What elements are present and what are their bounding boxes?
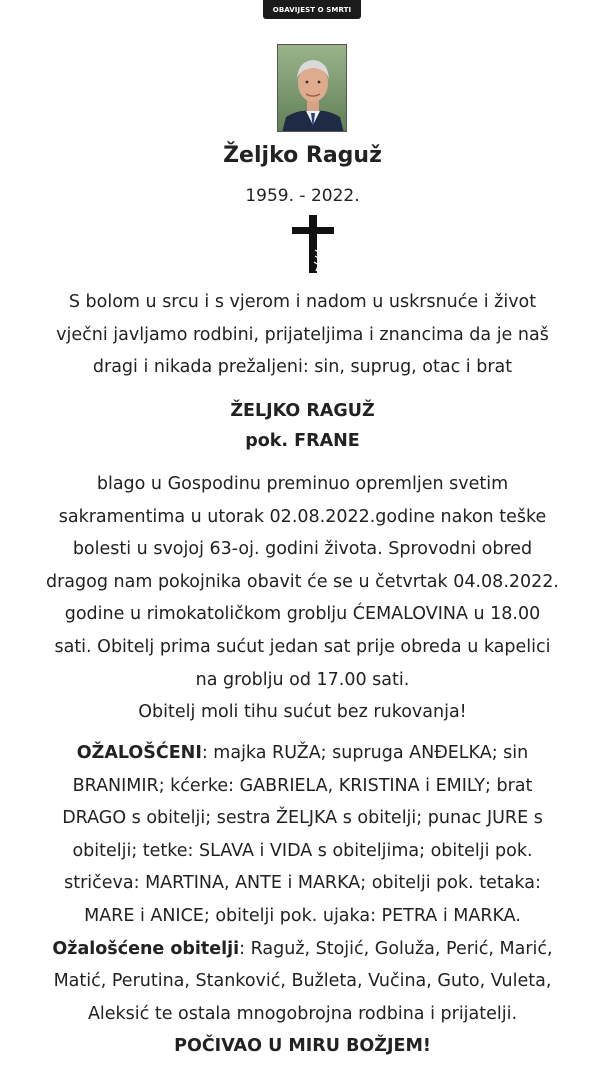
life-years: 1959. - 2022. [245, 186, 360, 206]
body-line: dragog nam pokojnika obavit će se u četvrtak 04.08.2022. [46, 571, 559, 592]
mourners-line: stričeva: MARTINA, ANTE i MARKA; obitelji pok. tetaka: [64, 873, 541, 894]
mourners-line: MARE i ANICE; obitelji pok. ujaka: PETRA i MARKA. [84, 905, 521, 926]
deceased-name: ŽELJKO RAGUŽ [230, 401, 375, 421]
announcement-body [0, 468, 605, 729]
mourners-line: obitelji; tetke: SLAVA i VIDA s obiteljima; obitelji pok. [72, 840, 533, 861]
body-line: sakramentima u utorak 02.08.2022.godine nakon teške [58, 506, 547, 527]
deceased-father: pok. FRANE [245, 431, 360, 451]
families-label: Ožalošćene obitelji [52, 938, 240, 959]
body-line: Obitelj moli tihu sućut bez rukovanja! [138, 702, 467, 723]
body-line: bolesti u svojoj 63-oj. godini života. Sprovodni obred [72, 539, 533, 560]
families-line [0, 933, 605, 966]
body-line: blago u Gospodinu preminuo opremljen svetim [96, 474, 509, 494]
mourners-line: DRAGO s obitelji; sestra ŽELJKA s obitelji; punac JURE s [62, 808, 543, 829]
body-line: godine u rimokatoličkom groblju ĆEMALOVINA u 18.00 [64, 604, 541, 625]
mourners-text: : majka RUŽA; supruga ANĐELKA; sin [201, 743, 529, 763]
intro-text [0, 286, 605, 384]
families-line: Matić, Perutina, Stanković, Bužleta, Vučina, Guto, Vuleta, [53, 971, 552, 992]
cross-icon [292, 215, 334, 273]
mourners-section [0, 737, 605, 1063]
body-line: na groblju od 17.00 sati. [195, 669, 410, 690]
families-line: Aleksić te ostala mnogobrojna rodbina i prijatelji. [87, 1003, 518, 1024]
intro-line: dragi i nikada prežaljeni: sin, suprug, otac i brat [92, 357, 513, 378]
mourners-line [0, 737, 605, 770]
deceased-heading [0, 396, 605, 456]
notice-badge: OBAVIJEST O SMRTI [263, 0, 361, 19]
mourners-line: BRANIMIR; kćerke: GABRIELA, KRISTINA i EMILY; brat [72, 775, 533, 796]
portrait-photo [277, 44, 347, 132]
person-name: Željko Raguž [223, 143, 382, 168]
closing-text: POČIVAO U MIRU BOŽJEM! [174, 1036, 431, 1057]
intro-line: S bolom u srcu i s vjerom i nadom u uskrsnuće i život [68, 292, 537, 312]
mourners-label: OŽALOŠĆENI [76, 743, 202, 763]
families-text: : Raguž, Stojić, Goluža, Perić, Marić, [239, 938, 553, 959]
body-line: sati. Obitelj prima sućut jedan sat prije obreda u kapelici [54, 636, 551, 657]
intro-line: vječni javljamo rodbini, prijateljima i znancima da je naš [56, 324, 549, 345]
portrait-image [278, 45, 347, 132]
